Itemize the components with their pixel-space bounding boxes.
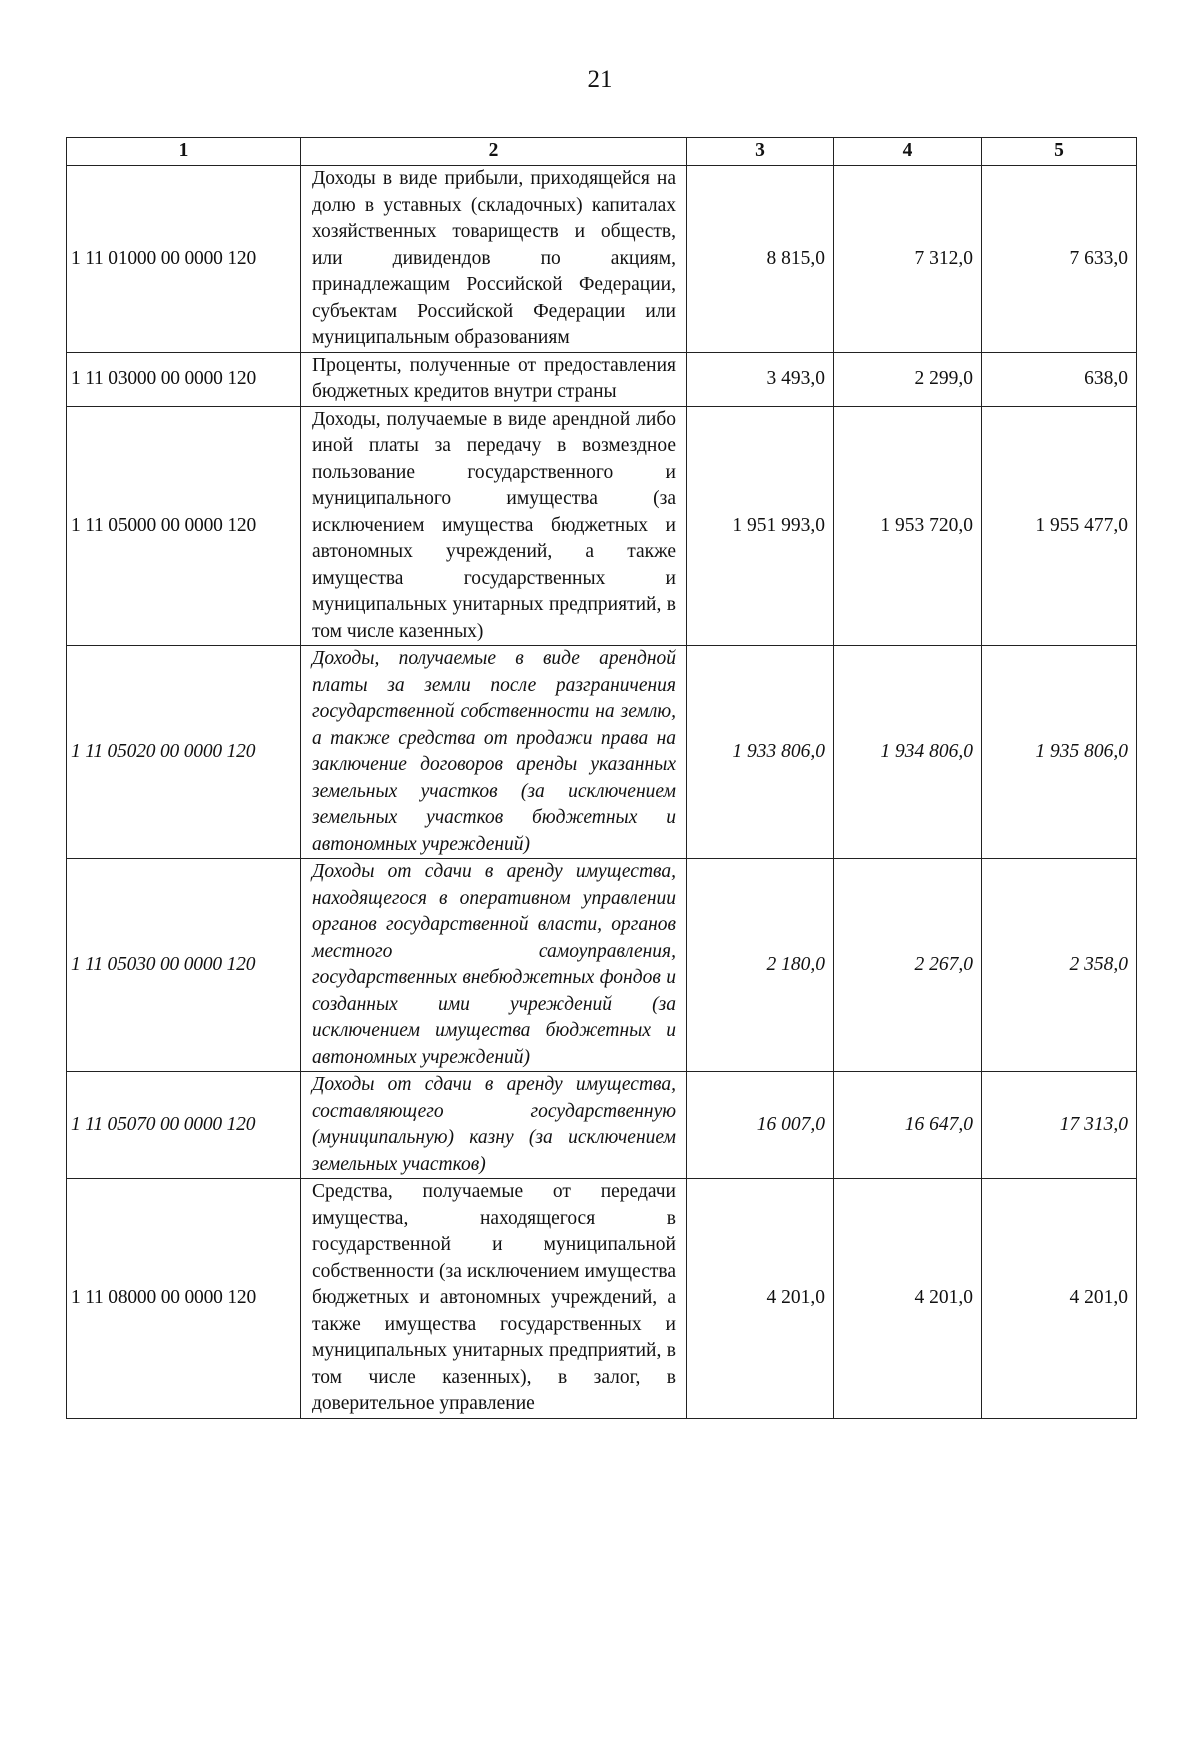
row-value-col3: 4 201,0 [687,1179,834,1419]
row-name: Средства, получаемые от передачи имущества, находящегося в государственной и муниципальной собственности (за исключением имущества бюджетных и автономных учреждений, а также имущества государственных и муниципальных унитарных предприятий, в том числе казенных), в залог, в доверительное управление [301,1179,687,1419]
table-row [67,646,1137,859]
row-value-col3: 1 951 993,0 [687,406,834,646]
row-value-col5: 17 313,0 [982,1072,1137,1179]
header-col-4: 4 [834,138,982,166]
row-value-col3: 16 007,0 [687,1072,834,1179]
row-code: 1 11 03000 00 0000 120 [67,352,301,406]
row-name: Доходы от сдачи в аренду имущества, находящегося в оперативном управлении органов государственной власти, органов местного самоуправления, государственных внебюджетных фондов и созданных ими учреждений (за исключением имущества бюджетных и автономных учреждений) [301,859,687,1072]
header-row [67,138,1137,166]
row-name: Доходы, получаемые в виде арендной либо иной платы за передачу в возмездное пользование государственного и муниципального имущества (за исключением имущества бюджетных и автономных учреждений, а также имущества государственных и муниципальных унитарных предприятий, в том числе казенных) [301,406,687,646]
row-name: Доходы, получаемые в виде арендной платы за земли после разграничения государственной собственности на землю, а также средства от продажи права на заключение договоров аренды указанных земельных участков (за исключением земельных участков бюджетных и автономных учреждений) [301,646,687,859]
row-value-col4: 16 647,0 [834,1072,982,1179]
row-code: 1 11 05070 00 0000 120 [67,1072,301,1179]
table-row [67,352,1137,406]
page-number: 21 [587,66,613,93]
row-value-col4: 2 299,0 [834,352,982,406]
header-col-5: 5 [982,138,1137,166]
row-code: 1 11 01000 00 0000 120 [67,166,301,353]
row-value-col4: 1 953 720,0 [834,406,982,646]
row-code: 1 11 05030 00 0000 120 [67,859,301,1072]
row-value-col5: 2 358,0 [982,859,1137,1072]
header-col-3: 3 [687,138,834,166]
row-name: Доходы в виде прибыли, приходящейся на долю в уставных (складочных) капиталах хозяйственных товариществ и обществ, или дивидендов по акциям, принадлежащим Российской Федерации, субъектам Российской Федерации или муниципальным образованиям [301,166,687,353]
row-value-col3: 2 180,0 [687,859,834,1072]
table-row [67,406,1137,646]
table-row [67,1179,1137,1419]
row-value-col3: 3 493,0 [687,352,834,406]
row-value-col4: 1 934 806,0 [834,646,982,859]
row-value-col5: 1 935 806,0 [982,646,1137,859]
row-value-col5: 4 201,0 [982,1179,1137,1419]
header-col-2: 2 [301,138,687,166]
revenue-table [66,137,1137,1419]
row-code: 1 11 05020 00 0000 120 [67,646,301,859]
header-col-1: 1 [67,138,301,166]
row-value-col3: 1 933 806,0 [687,646,834,859]
table-row [67,166,1137,353]
row-value-col5: 1 955 477,0 [982,406,1137,646]
row-value-col4: 7 312,0 [834,166,982,353]
row-value-col5: 638,0 [982,352,1137,406]
row-value-col5: 7 633,0 [982,166,1137,353]
table-row [67,859,1137,1072]
row-value-col4: 2 267,0 [834,859,982,1072]
row-name: Доходы от сдачи в аренду имущества, составляющего государственную (муниципальную) казну (за исключением земельных участков) [301,1072,687,1179]
table-row [67,1072,1137,1179]
row-code: 1 11 05000 00 0000 120 [67,406,301,646]
row-value-col3: 8 815,0 [687,166,834,353]
row-name: Проценты, полученные от предоставления бюджетных кредитов внутри страны [301,352,687,406]
row-code: 1 11 08000 00 0000 120 [67,1179,301,1419]
row-value-col4: 4 201,0 [834,1179,982,1419]
